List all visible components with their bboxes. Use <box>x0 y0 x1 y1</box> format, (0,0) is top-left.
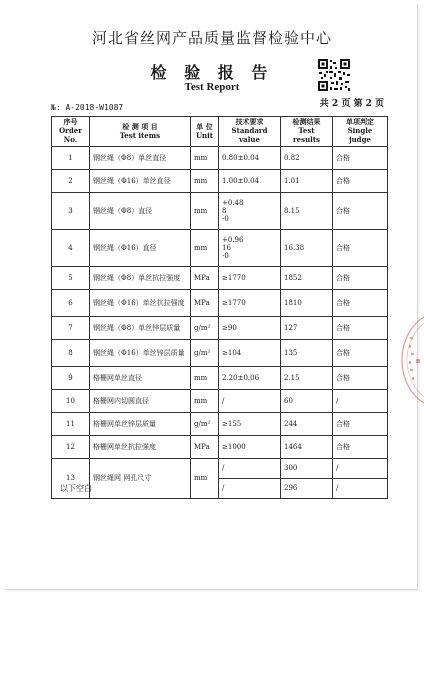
table-row <box>52 459 388 499</box>
cell-result: 1852 <box>281 267 333 290</box>
cell-item: 钢丝绳（Φ16）单丝抗拉强度 <box>90 290 191 317</box>
cell-no: 11 <box>52 413 90 436</box>
col-results <box>281 117 333 147</box>
cell-judge: 合格 <box>333 340 388 367</box>
cell-item: 钢丝绳（Φ16）单丝锌层质量 <box>90 340 191 367</box>
cell-result: 1810 <box>281 290 333 317</box>
table-row <box>52 317 388 340</box>
cell-standard: / <box>219 390 281 413</box>
col-res-cn: 检测结果 <box>292 117 321 127</box>
cell-item: 钢丝绳（Φ8）直径 <box>90 193 191 230</box>
cell-judge: 合格 <box>333 147 388 170</box>
official-seal <box>398 315 424 405</box>
cell-result: 60 <box>281 390 333 413</box>
cell-unit: g/m² <box>191 413 219 436</box>
cell-no: 8 <box>52 340 90 367</box>
cell-unit: mm <box>191 459 219 499</box>
cell-standard: / <box>219 478 280 498</box>
cell-result: 300 <box>284 464 298 472</box>
cell-judge: 合格 <box>333 290 388 317</box>
cell-standard: ≥104 <box>219 340 281 367</box>
cell-judge: 合格 <box>333 367 388 390</box>
cell-standard: ≥1000 <box>219 436 281 459</box>
cell-judge: 合格 <box>333 230 388 267</box>
cell-result: 0.82 <box>281 147 333 170</box>
report-title-cn: 检 验 报 告 <box>150 63 274 82</box>
col-items <box>90 117 191 147</box>
cell-no: 4 <box>52 230 90 267</box>
col-judge-cn: 单项判定 <box>346 117 374 127</box>
col-res-en: Test results <box>292 126 320 144</box>
cell-result: 296 <box>281 478 332 498</box>
cell-unit: MPa <box>191 436 219 459</box>
col-standard <box>219 117 281 147</box>
cell-judge-split <box>333 459 388 499</box>
cell-standard: / <box>222 464 225 472</box>
cell-item: 格栅网内切圆直径 <box>90 390 191 413</box>
col-std-en: Standard value <box>231 126 268 144</box>
cell-standard-split <box>219 459 281 499</box>
table-row <box>52 230 388 267</box>
cell-no: 7 <box>52 317 90 340</box>
cell-standard: ≥90 <box>219 317 281 340</box>
cell-standard: 1.00±0.04 <box>219 170 281 193</box>
cell-unit: mm <box>191 230 219 267</box>
col-order-cn: 序号 <box>63 117 78 127</box>
col-order-en: Order No. <box>59 126 82 144</box>
cell-no: 6 <box>52 290 90 317</box>
cell-item: 钢丝绳（Φ8）单丝抗拉强度 <box>90 267 191 290</box>
cell-result: 1464 <box>281 436 333 459</box>
table-header-row <box>52 117 388 147</box>
cell-judge: 合格 <box>333 267 388 290</box>
test-results-table <box>51 116 388 499</box>
cell-item: 格栅网单丝抗拉强度 <box>90 436 191 459</box>
cell-no: 9 <box>52 367 90 390</box>
col-order <box>52 117 90 147</box>
cell-item: 钢丝绳（Φ16）直径 <box>90 230 191 267</box>
cell-unit: mm <box>191 193 219 230</box>
cell-item: 钢丝绳（Φ8）单丝锌层质量 <box>90 317 191 340</box>
cell-judge: 合格 <box>333 413 388 436</box>
cell-no: 5 <box>52 267 90 290</box>
table-row <box>52 413 388 436</box>
cell-result: 1.01 <box>281 170 333 193</box>
cell-item: 格栅网单丝锌层质量 <box>90 413 191 436</box>
cell-unit: mm <box>191 390 219 413</box>
cell-result: 2.15 <box>281 367 333 390</box>
cell-standard: 2.20±0.06 <box>219 367 281 390</box>
cell-judge: 合格 <box>333 317 388 340</box>
cell-standard: 0.80±0.04 <box>219 147 281 170</box>
cell-standard: ≥155 <box>219 413 281 436</box>
col-unit-en: Unit <box>195 130 214 140</box>
col-judge-en: Single judge <box>347 126 373 144</box>
cell-result: 135 <box>281 340 333 367</box>
table-row <box>52 147 388 170</box>
table-row <box>52 170 388 193</box>
report-number: №: A-2018-W1087 <box>51 103 124 112</box>
col-std-cn: 技术要求 <box>235 117 264 127</box>
cell-standard: +0.96 16 -0 <box>219 230 281 267</box>
cell-item: 钢丝绳网 网孔尺寸 <box>90 459 191 499</box>
cell-unit: mm <box>191 170 219 193</box>
cell-unit: MPa <box>191 290 219 317</box>
cell-no: 13 <box>52 459 90 499</box>
cell-result: 127 <box>281 317 333 340</box>
table-row <box>52 340 388 367</box>
cell-unit: mm <box>191 367 219 390</box>
table-row <box>52 390 388 413</box>
cell-no: 3 <box>52 193 90 230</box>
cell-judge: / <box>333 478 387 498</box>
cell-no: 1 <box>52 147 90 170</box>
cell-no: 10 <box>52 390 90 413</box>
cell-no: 12 <box>52 436 90 459</box>
report-title-en: Test Report <box>184 81 240 93</box>
cell-result: 244 <box>281 413 333 436</box>
col-unit <box>191 117 219 147</box>
col-unit-cn: 单 位 <box>196 121 213 131</box>
cell-unit: mm <box>191 147 219 170</box>
cell-unit: MPa <box>191 267 219 290</box>
col-judge <box>333 117 388 147</box>
table-row <box>52 193 388 230</box>
cell-judge: / <box>333 390 388 413</box>
cell-result: 8.15 <box>281 193 333 230</box>
blank-below-note: 以下空白 <box>60 484 92 493</box>
col-items-cn: 检 测 项 目 <box>122 121 158 131</box>
cell-standard: ≥1770 <box>219 267 281 290</box>
col-items-en: Test items <box>119 130 161 140</box>
cell-item: 钢丝绳（Φ8）单丝直径 <box>90 147 191 170</box>
table-row <box>52 267 388 290</box>
table-row <box>52 436 388 459</box>
cell-judge: 合格 <box>333 436 388 459</box>
organization-name: 河北省丝网产品质量监督检验中心 <box>91 29 332 47</box>
table-row <box>52 367 388 390</box>
cell-judge: 合格 <box>333 193 388 230</box>
page-info: 共 2 页 第 2 页 <box>319 99 384 109</box>
cell-judge: / <box>336 464 339 472</box>
cell-unit: g/m² <box>191 317 219 340</box>
cell-item: 钢丝绳（Φ16）单丝直径 <box>90 170 191 193</box>
cell-item: 格栅网单丝直径 <box>90 367 191 390</box>
qr-code-icon <box>317 58 351 92</box>
cell-standard: ≥1770 <box>219 290 281 317</box>
cell-no: 2 <box>52 170 90 193</box>
table-row <box>52 290 388 317</box>
cell-judge: 合格 <box>333 170 388 193</box>
cell-result: 16.38 <box>281 230 333 267</box>
cell-standard: +0.48 8 -0 <box>219 193 281 230</box>
cell-unit: g/m² <box>191 340 219 367</box>
cell-result-split <box>281 459 333 499</box>
